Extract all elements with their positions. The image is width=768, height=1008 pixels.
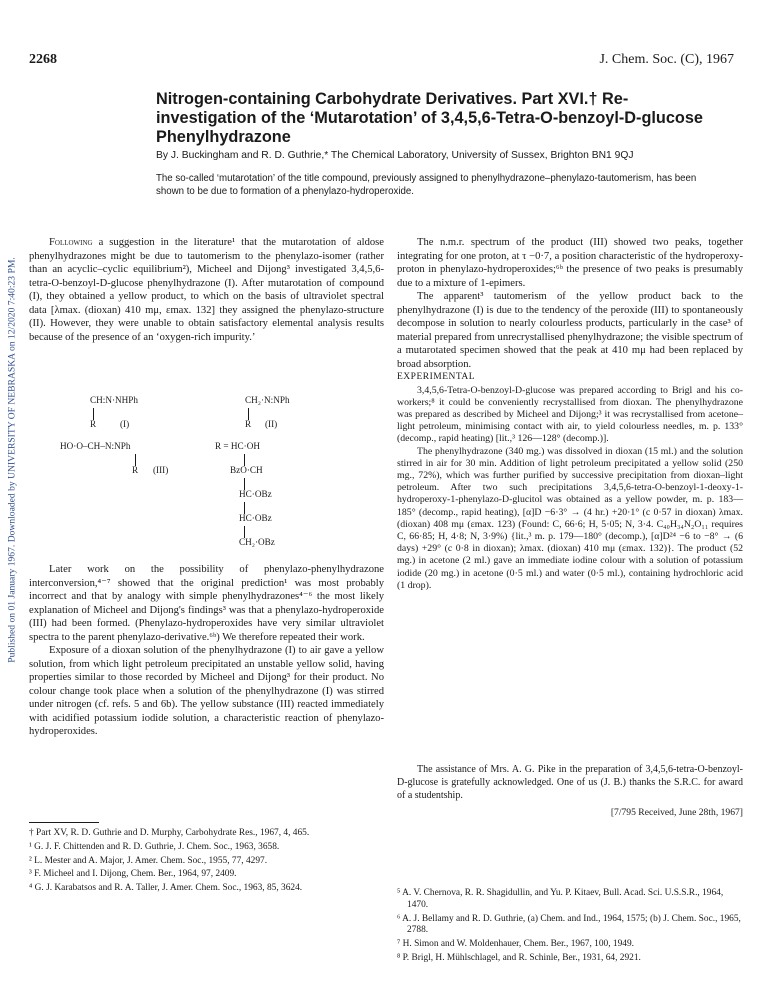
structure-I-r: R <box>90 419 97 429</box>
acknowledgement-text: The assistance of Mrs. A. G. Pike in the preparation of 3,4,5,6-tetra-O-benzoyl-D-glucose is gratefully acknowledged. One of us (J. B.) thanks the S.R.C. for award of a studentship. <box>397 764 743 801</box>
footnote: ⁵ A. V. Chernova, R. R. Shagidullin, and Yu. P. Kitaev, Bull. Acad. Sci. U.S.S.R., 1964, 1470. <box>397 888 724 910</box>
structure-I-label: (I) <box>120 419 130 429</box>
footnote: ³ F. Micheel and I. Dijong, Chem. Ber., 1964, 97, 2409. <box>29 869 237 880</box>
structure-III-r: R <box>132 465 139 475</box>
left-column-body <box>29 563 384 739</box>
structure-III-label: (III) <box>153 465 169 475</box>
experimental-paragraph-1: 3,4,5,6-Tetra-O-benzoyl-D-glucose was prepared according to Brigl and his co-workers;⁸ it could be conveniently recrystallised from dioxan. The phenylhydrazone was prepared as described by Micheel and Dijong;³ it was recrystallised from acetone–light petroleum, minimising contact with air, to yield colourless needles, m. p. 133° (decomp., rapid heating) [lit.,³ 126—128° (decomp.)]. <box>397 384 743 445</box>
r-chain-1: R = HC·OH <box>215 441 260 451</box>
footnote: ² L. Mester and A. Major, J. Amer. Chem. Soc., 1955, 77, 4297. <box>29 855 268 866</box>
structure-diagram <box>50 395 380 555</box>
structure-II: CH₂·N:NPh <box>245 395 290 405</box>
r-chain-3: HC·OBz <box>239 489 272 499</box>
intro-first-word: Following <box>49 237 93 248</box>
experimental-heading: EXPERIMENTAL <box>397 372 476 382</box>
footnotes-right <box>397 888 743 967</box>
page-number: 2268 <box>29 52 57 67</box>
received-date: [7/795 Received, June 28th, 1967] <box>610 807 743 818</box>
r-chain-5: CH₂·OBz <box>239 537 275 547</box>
acknowledgement <box>397 763 743 819</box>
footnote: ¹ G. J. F. Chittenden and R. D. Guthrie, J. Chem. Soc., 1963, 3658. <box>29 841 280 852</box>
footnote: ⁴ G. J. Karabatsos and R. A. Taller, J. Amer. Chem. Soc., 1963, 85, 3624. <box>29 883 303 894</box>
structure-I: CH:N·NHPh <box>90 395 138 405</box>
download-watermark-text: Published on 01 January 1967. Downloaded by UNIVERSITY OF NEBRASKA on 12/2020 7:40:23 PM. <box>6 257 18 663</box>
footnote: ⁶ A. J. Bellamy and R. D. Guthrie, (a) Chem. and Ind., 1964, 1575; (b) J. Chem. Soc., 1965, 2788. <box>397 913 741 936</box>
structure-II-label: (II) <box>265 419 278 429</box>
footnote: ⁷ H. Simon and W. Moldenhauer, Chem. Ber., 1967, 100, 1949. <box>397 939 634 950</box>
author-line: By J. Buckingham and R. D. Guthrie,* The Chemical Laboratory, University of Sussex, Brighton BN1 9QJ <box>156 150 634 161</box>
structure-III: HO·O–CH–N:NPh <box>60 441 131 451</box>
footnote-rule <box>29 822 99 823</box>
left-column-intro <box>29 236 384 344</box>
r-chain-2: BzO·CH <box>230 465 263 475</box>
right-paragraph-1: The n.m.r. spectrum of the product (III) showed two peaks, together integrating for one proton, at τ −0·7, a position characteristic of the hydroperoxy-proton in phenylazo-hydroperoxides;⁶ᵇ the presence of two peaks is presumably due to a mixture of 1-epimers. <box>397 237 743 289</box>
footnote: ⁸ P. Brigl, H. Mühlschlagel, and R. Schinle, Ber., 1931, 64, 2921. <box>397 952 641 963</box>
experimental-paragraph-2: The phenylhydrazone (340 mg.) was dissolved in dioxan (15 ml.) and the solution stirred in air for 30 min. Addition of light petroleum precipitated a yellow solid (250 mg., 72%), which was further purified by successive precipitation from dioxan–light petroleum. After two such precipitations 3,4,5,6-tetra-O-benzoyl-1-deoxy-1-hydroperoxy-1-phenylazo-D-glucitol was obtained as a yellow powder, m. p. 183—185° (decomp., rapid heating), [α]D −6·3° → (4 hr.) +20·1° (c 0·57 in dioxan) λmax. (dioxan) 408 mμ (εmax. 123) (Found: C, 66·6; H, 5·05; N, 3·4. C₄₀H₃₄N₂O₁₁ requires C, 66·85; H, 4·8; N, 3·9%) {lit.,³ m. p. 179—180° (decomp.), [α]D²⁴ −6 to −8° → (6 days) +29° (c 0·8 in dioxan); λmax. (dioxan) 410 mμ (εmax. 132)}. The product (52 mg.) in acetone (2 ml.) gave an immediate iodine colour with a solution of potassium iodide (20 mg.) in acetone (0·5 ml.) and water (0·5 ml.), containing hydrochloric acid (1 drop). <box>397 445 743 591</box>
download-watermark <box>4 160 20 760</box>
article-title: Nitrogen-containing Carbohydrate Derivatives. Part XVI.† Re-investigation of the ‘Mutarotation’ of 3,4,5,6-Tetra-O-benzoyl-D-glucose Phenylhydrazone <box>156 90 703 146</box>
right-column <box>397 236 743 592</box>
intro-paragraph: a suggestion in the literature¹ that the mutarotation of aldose phenylhydrazones might be due to tautomerism to the phenylazo-isomer (rather than an acyclic–cyclic equilibrium²), Micheel and Dijong³ investigated 3,4,5,6-tetra-O-benzoyl-D-glucose phenylhydrazone (I). After mutarotation of compound (I), they obtained a yellow product, to which on the basis of ultraviolet spectral data [λmax. (dioxan) 410 mμ, εmax. 132] they assigned the phenylazo-structure (II). However, they were unable to obtain satisfactory elemental analysis results because of the presence of an ‘oxygen-rich impurity.’ <box>29 237 384 343</box>
footnotes-left <box>29 828 384 897</box>
left-paragraph-3: Exposure of a dioxan solution of the phenylhydrazone (I) to air gave a yellow solution, from which light petroleum precipitated an unstable yellow solid, having properties similar to those recorded by Micheel and Dijong³ for their product. No colour change took place when a solution of the phenylhydrazone (I) was stirred under nitrogen (cf. refs. 5 and 6b). The yellow substance (III) reacted immediately with acidified potassium iodide solution, a characteristic reaction of phenylazo-hydroperoxides. <box>29 645 384 737</box>
journal-header: J. Chem. Soc. (C), 1967 <box>599 52 734 67</box>
abstract: The so-called ‘mutarotation’ of the title compound, previously assigned to phenylhydrazone–phenylazo-tautomerism, has been shown to be due to formation of a phenylazo-hydroperoxide. <box>156 173 697 197</box>
structure-II-r: R <box>245 419 252 429</box>
r-chain-4: HC·OBz <box>239 513 272 523</box>
footnote: † Part XV, R. D. Guthrie and D. Murphy, Carbohydrate Res., 1967, 4, 465. <box>29 828 310 838</box>
right-paragraph-2: The apparent³ tautomerism of the yellow product back to the phenylhydrazone (I) is due to the tendency of the peroxide (III) to spontaneously decompose in solution to nearly colourless products, particularly in the case³ of material prepared from unrecrystallised phenylhydrazone; the visible spectrum of a mutarotated specimen showed that the peak at 410 mμ had been replaced by broad absorption. <box>397 291 743 370</box>
left-paragraph-2: Later work on the possibility of phenylazo-phenylhydrazone interconversion,⁴⁻⁷ showed that the original prediction¹ was most probably incorrect and that by analogy with simple phenylhydrazones⁴⁻⁶ the most likely explanation of Micheel and Dijong's findings³ was that a phenylazo-hydroperoxide (III) had been formed. (Phenylazo-hydroperoxides have very similar ultraviolet spectra to the parent phenylazo-derivative.⁶ᵇ) We therefore repeated their work. <box>29 564 384 643</box>
